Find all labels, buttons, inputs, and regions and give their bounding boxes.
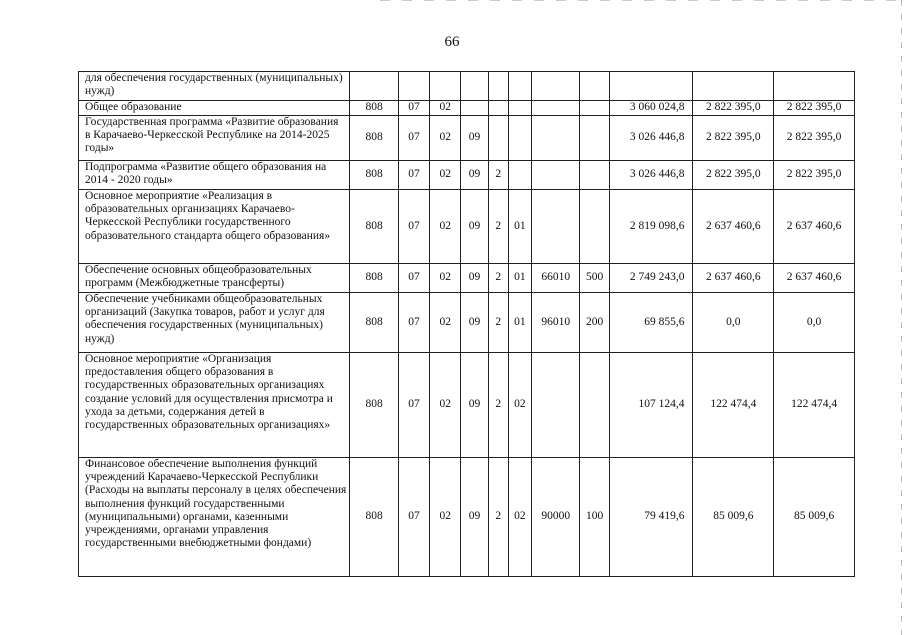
program-cell: 09 bbox=[461, 353, 488, 458]
event-cell bbox=[508, 116, 531, 161]
amount-cell-3: 2 637 460,6 bbox=[774, 190, 855, 264]
subsection-cell: 02 bbox=[430, 458, 461, 577]
gl-admin-cell: 808 bbox=[350, 458, 398, 577]
direction-cell: 66010 bbox=[532, 264, 580, 293]
row-name-cell: Основное мероприятие «Организация предоставления общего образования в государственных образовательных организациях создание условий для осуществления присмотра и ухода за детьми, содержания детей в государственных образовательных организациях» bbox=[79, 353, 350, 458]
expense-type-cell: 100 bbox=[580, 458, 609, 577]
section-cell: 07 bbox=[398, 458, 429, 577]
program-cell: 09 bbox=[461, 161, 488, 190]
amount-cell-2 bbox=[693, 72, 774, 101]
amount-cell-1: 69 855,6 bbox=[609, 293, 693, 353]
subprogram-cell: 2 bbox=[488, 353, 508, 458]
section-cell: 07 bbox=[398, 293, 429, 353]
section-cell: 07 bbox=[398, 161, 429, 190]
amount-cell-3: 85 009,6 bbox=[774, 458, 855, 577]
amount-cell-3: 122 474,4 bbox=[774, 353, 855, 458]
section-cell: 07 bbox=[398, 353, 429, 458]
section-cell: 07 bbox=[398, 264, 429, 293]
event-cell: 02 bbox=[508, 458, 531, 577]
event-cell: 01 bbox=[508, 264, 531, 293]
amount-cell-1: 79 419,6 bbox=[609, 458, 693, 577]
scan-artifact-top bbox=[380, 0, 904, 1]
direction-cell bbox=[532, 101, 580, 116]
event-cell: 01 bbox=[508, 190, 531, 264]
amount-cell-2: 85 009,6 bbox=[693, 458, 774, 577]
gl-admin-cell bbox=[350, 72, 398, 101]
direction-cell bbox=[532, 190, 580, 264]
expense-type-cell bbox=[580, 190, 609, 264]
amount-cell-2: 122 474,4 bbox=[693, 353, 774, 458]
expense-type-cell bbox=[580, 116, 609, 161]
amount-cell-2: 0,0 bbox=[693, 293, 774, 353]
amount-cell-2: 2 637 460,6 bbox=[693, 190, 774, 264]
amount-cell-1: 2 749 243,0 bbox=[609, 264, 693, 293]
amount-cell-3: 2 822 395,0 bbox=[774, 116, 855, 161]
subprogram-cell bbox=[488, 116, 508, 161]
subsection-cell: 02 bbox=[430, 353, 461, 458]
amount-cell-3: 2 637 460,6 bbox=[774, 264, 855, 293]
event-cell bbox=[508, 72, 531, 101]
table-row bbox=[79, 161, 855, 190]
table-row bbox=[79, 101, 855, 116]
amount-cell-1: 3 026 446,8 bbox=[609, 116, 693, 161]
gl-admin-cell: 808 bbox=[350, 353, 398, 458]
program-cell: 09 bbox=[461, 293, 488, 353]
event-cell: 01 bbox=[508, 293, 531, 353]
row-name-cell: Обеспечение основных общеобразовательных программ (Межбюджетные трансферты) bbox=[79, 264, 350, 293]
subprogram-cell: 2 bbox=[488, 190, 508, 264]
table-row bbox=[79, 293, 855, 353]
row-name-cell: Обеспечение учебниками общеобразовательных организаций (Закупка товаров, работ и услуг для обеспечения государственных (муниципальных) нужд) bbox=[79, 293, 350, 353]
table-row bbox=[79, 353, 855, 458]
program-cell: 09 bbox=[461, 458, 488, 577]
table-row bbox=[79, 458, 855, 577]
amount-cell-2: 2 637 460,6 bbox=[693, 264, 774, 293]
row-name-cell: Государственная программа «Развитие образования в Карачаево-Черкесской Республике на 2014-2025 годы» bbox=[79, 116, 350, 161]
program-cell: 09 bbox=[461, 116, 488, 161]
direction-cell: 90000 bbox=[532, 458, 580, 577]
direction-cell bbox=[532, 116, 580, 161]
table-row bbox=[79, 116, 855, 161]
subprogram-cell bbox=[488, 72, 508, 101]
expense-type-cell bbox=[580, 161, 609, 190]
subprogram-cell: 2 bbox=[488, 293, 508, 353]
row-name-cell: Основное мероприятие «Реализация в образовательных организациях Карачаево-Черкесской Республики государственного образовательного стандарта общего образования» bbox=[79, 190, 350, 264]
row-name-cell: для обеспечения государственных (муниципальных) нужд) bbox=[79, 72, 350, 101]
scan-artifact-edge bbox=[901, 0, 902, 635]
amount-cell-1: 2 819 098,6 bbox=[609, 190, 693, 264]
section-cell: 07 bbox=[398, 190, 429, 264]
expense-type-cell bbox=[580, 72, 609, 101]
amount-cell-3: 2 822 395,0 bbox=[774, 161, 855, 190]
subsection-cell: 02 bbox=[430, 264, 461, 293]
amount-cell-2: 2 822 395,0 bbox=[693, 161, 774, 190]
program-cell bbox=[461, 72, 488, 101]
budget-table bbox=[78, 71, 855, 577]
amount-cell-2: 2 822 395,0 bbox=[693, 101, 774, 116]
gl-admin-cell: 808 bbox=[350, 190, 398, 264]
amount-cell-1: 3 060 024,8 bbox=[609, 101, 693, 116]
event-cell: 02 bbox=[508, 353, 531, 458]
table-row bbox=[79, 264, 855, 293]
program-cell bbox=[461, 101, 488, 116]
event-cell bbox=[508, 101, 531, 116]
row-name-cell: Общее образование bbox=[79, 101, 350, 116]
subsection-cell bbox=[430, 72, 461, 101]
program-cell: 09 bbox=[461, 190, 488, 264]
table-row bbox=[79, 72, 855, 101]
expense-type-cell bbox=[580, 353, 609, 458]
amount-cell-1: 3 026 446,8 bbox=[609, 161, 693, 190]
amount-cell-2: 2 822 395,0 bbox=[693, 116, 774, 161]
subsection-cell: 02 bbox=[430, 190, 461, 264]
section-cell: 07 bbox=[398, 116, 429, 161]
row-name-cell: Подпрограмма «Развитие общего образования на 2014 - 2020 годы» bbox=[79, 161, 350, 190]
subprogram-cell: 2 bbox=[488, 264, 508, 293]
subprogram-cell: 2 bbox=[488, 458, 508, 577]
direction-cell: 96010 bbox=[532, 293, 580, 353]
direction-cell bbox=[532, 353, 580, 458]
section-cell bbox=[398, 72, 429, 101]
amount-cell-3 bbox=[774, 72, 855, 101]
row-name-cell: Финансовое обеспечение выполнения функций учреждений Карачаево-Черкесской Республики (Расходы на выплаты персоналу в целях обеспечения выполнения функций государственными (муниципальными) органами, казенными учреждениями, органами управления государственными внебюджетными фондами) bbox=[79, 458, 350, 577]
subsection-cell: 02 bbox=[430, 161, 461, 190]
amount-cell-3: 2 822 395,0 bbox=[774, 101, 855, 116]
amount-cell-3: 0,0 bbox=[774, 293, 855, 353]
subprogram-cell: 2 bbox=[488, 161, 508, 190]
gl-admin-cell: 808 bbox=[350, 116, 398, 161]
expense-type-cell: 200 bbox=[580, 293, 609, 353]
amount-cell-1: 107 124,4 bbox=[609, 353, 693, 458]
program-cell: 09 bbox=[461, 264, 488, 293]
subprogram-cell bbox=[488, 101, 508, 116]
direction-cell bbox=[532, 161, 580, 190]
page-number: 66 bbox=[444, 34, 460, 50]
expense-type-cell bbox=[580, 101, 609, 116]
gl-admin-cell: 808 bbox=[350, 264, 398, 293]
section-cell: 07 bbox=[398, 101, 429, 116]
event-cell bbox=[508, 161, 531, 190]
gl-admin-cell: 808 bbox=[350, 293, 398, 353]
gl-admin-cell: 808 bbox=[350, 161, 398, 190]
subsection-cell: 02 bbox=[430, 101, 461, 116]
subsection-cell: 02 bbox=[430, 293, 461, 353]
direction-cell bbox=[532, 72, 580, 101]
amount-cell-1 bbox=[609, 72, 693, 101]
gl-admin-cell: 808 bbox=[350, 101, 398, 116]
subsection-cell: 02 bbox=[430, 116, 461, 161]
expense-type-cell: 500 bbox=[580, 264, 609, 293]
table-row bbox=[79, 190, 855, 264]
